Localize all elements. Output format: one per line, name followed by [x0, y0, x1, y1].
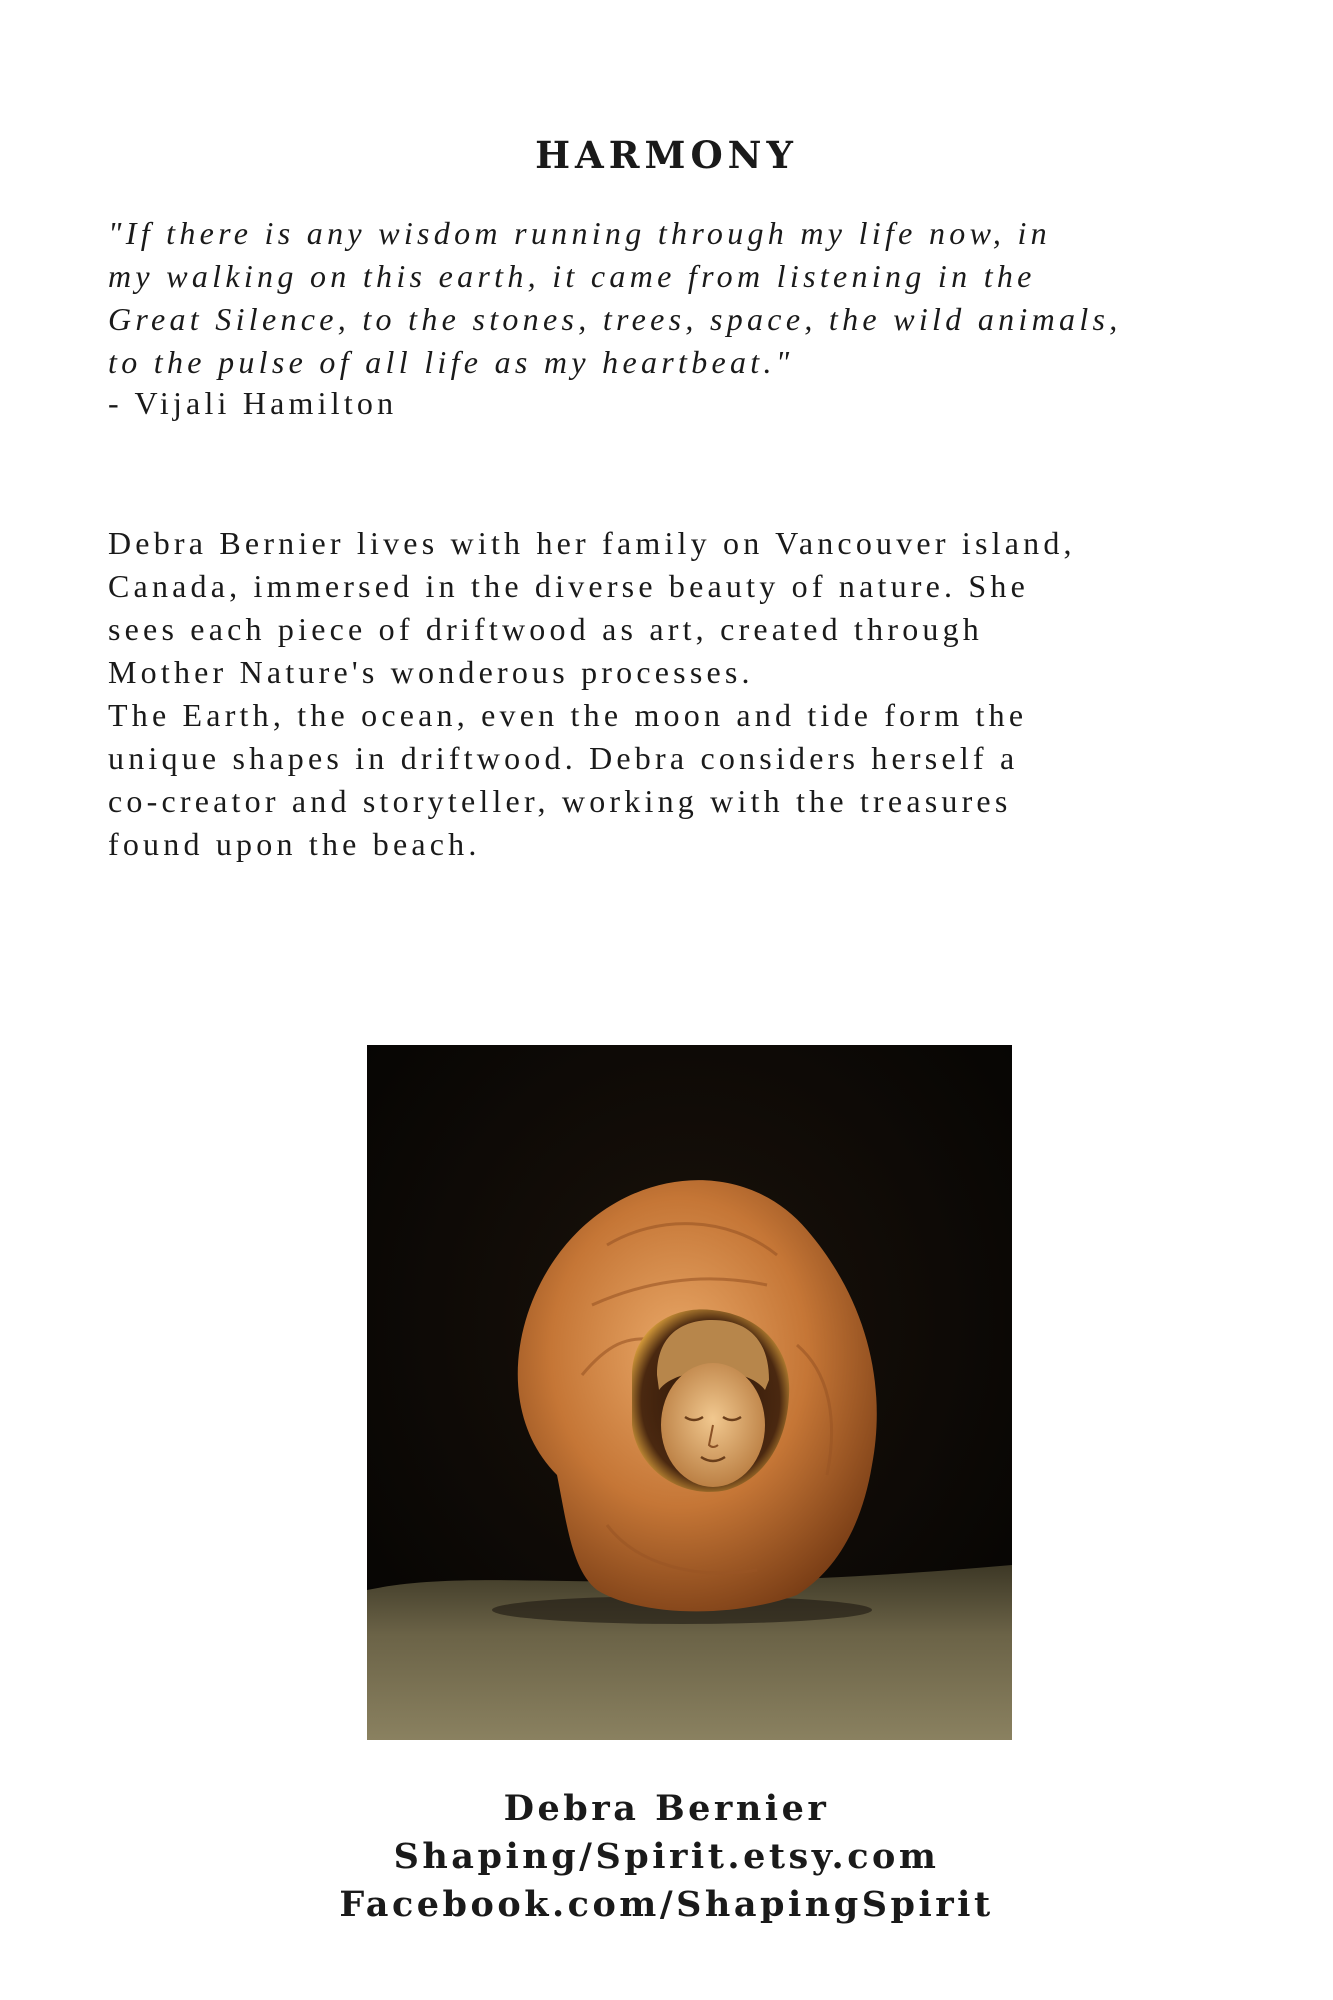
etsy-link[interactable]: Shaping/Spirit.etsy.com: [393, 1836, 940, 1877]
driftwood-buddha-photo: [367, 1045, 1012, 1740]
artist-bio: [108, 522, 1288, 866]
bio-line: found upon the beach.: [108, 826, 481, 862]
bio-line: Debra Bernier lives with her family on Vancouver island,: [108, 525, 1076, 561]
artist-name: Debra Bernier: [503, 1788, 830, 1829]
bio-line: Canada, immersed in the diverse beauty of nature. She: [108, 568, 1030, 604]
quote-line: my walking on this earth, it came from listening in the: [108, 258, 1036, 294]
facebook-link[interactable]: Facebook.com/ShapingSpirit: [339, 1884, 994, 1925]
bio-line: The Earth, the ocean, even the moon and tide form the: [108, 697, 1028, 733]
bio-line: co-creator and storyteller, working with the treasures: [108, 783, 1012, 819]
credits-block: [0, 1785, 1333, 1929]
quote-line: Great Silence, to the stones, trees, space, the wild animals,: [108, 301, 1122, 337]
quote-block: [108, 212, 1288, 384]
quote-line: "If there is any wisdom running through my life now, in: [108, 215, 1051, 251]
page-title: HARMONY: [535, 133, 798, 177]
quote-attribution: - Vijali Hamilton: [108, 385, 398, 421]
bio-line: unique shapes in driftwood. Debra considers herself a: [108, 740, 1019, 776]
quote-line: to the pulse of all life as my heartbeat.": [108, 344, 794, 380]
bio-line: Mother Nature's wonderous processes.: [108, 654, 754, 690]
bio-line: sees each piece of driftwood as art, created through: [108, 611, 983, 647]
